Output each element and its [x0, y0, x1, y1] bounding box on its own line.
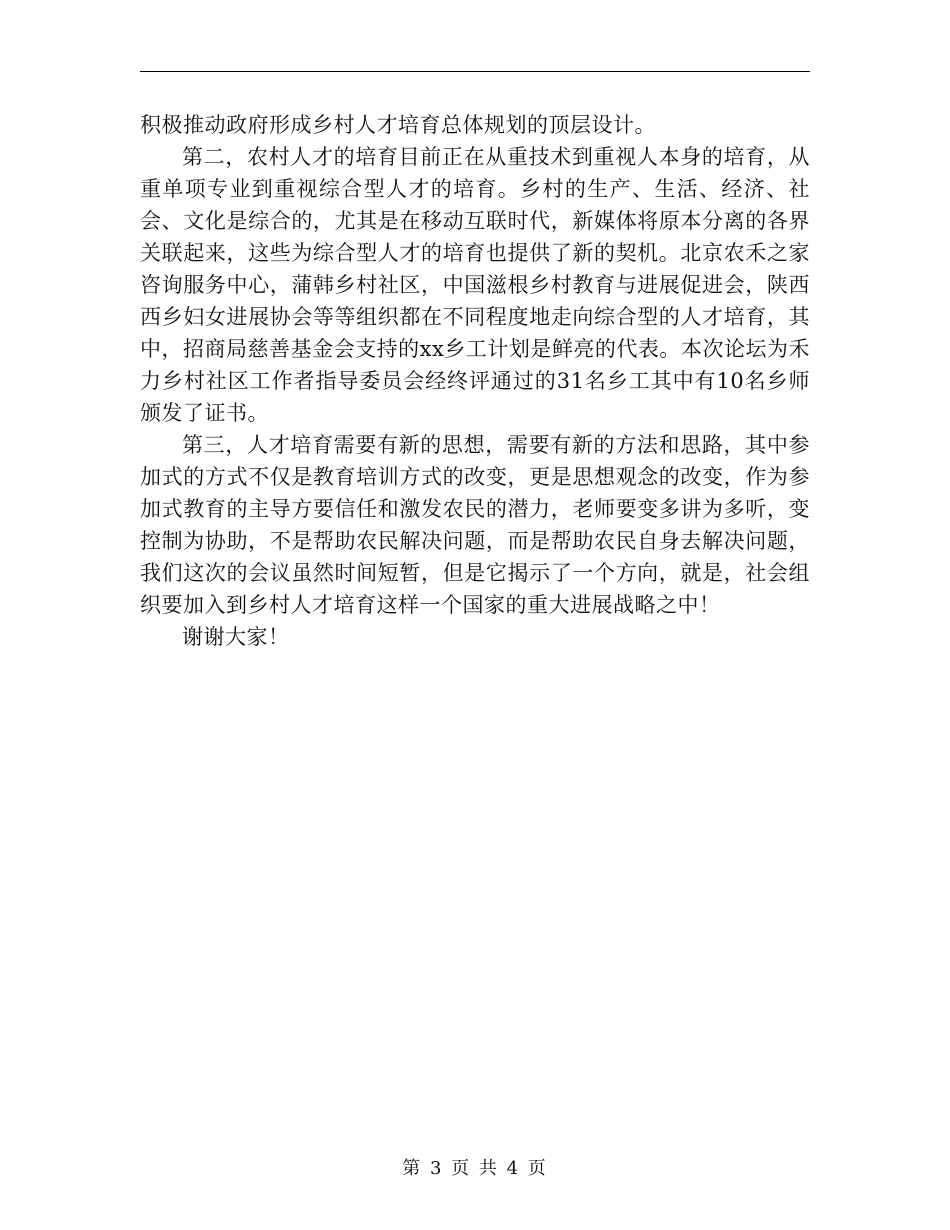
- paragraph-continuation: 积极推动政府形成乡村人才培育总体规划的顶层设计。: [140, 113, 656, 137]
- page-number-footer: 第 3 页 共 4 页: [402, 1158, 548, 1179]
- paragraph-second-point: 第二，农村人才的培育目前正在从重技术到重视人本身的培育，从重单项专业到重视综合型人才的培育。乡村的生产、生活、经济、社会、文化是综合的，尤其是在移动互联时代，新媒体将原本分离的各界关联起来，这些为综合型人才的培育也提供了新的契机。北京农禾之家咨询服务中心，蒲韩乡村社区，中国滋根乡村教育与进展促进会，陕西西乡妇女进展协会等等组织都在不同程度地走向综合型的人才培育，其中，招商局慈善基金会支持的xx乡工计划是鲜亮的代表。本次论坛为禾力乡村社区工作者指导委员会经终评通过的31名乡工其中有10名乡师颁发了证书。: [140, 145, 810, 425]
- paragraph-third-point: 第三，人才培育需要有新的思想，需要有新的方法和思路，其中参加式的方式不仅是教育培训方式的改变，更是思想观念的改变，作为参加式教育的主导方要信任和激发农民的潜力，老师要变多讲为多听，变控制为协助，不是帮助农民解决问题，而是帮助农民自身去解决问题，我们这次的会议虽然时间短暂，但是它揭示了一个方向，就是，社会组织要加入到乡村人才培育这样一个国家的重大进展战略之中！: [140, 433, 810, 617]
- header-rule: [140, 71, 810, 72]
- document-body: [140, 109, 810, 653]
- paragraph-thanks: 谢谢大家！: [182, 625, 290, 649]
